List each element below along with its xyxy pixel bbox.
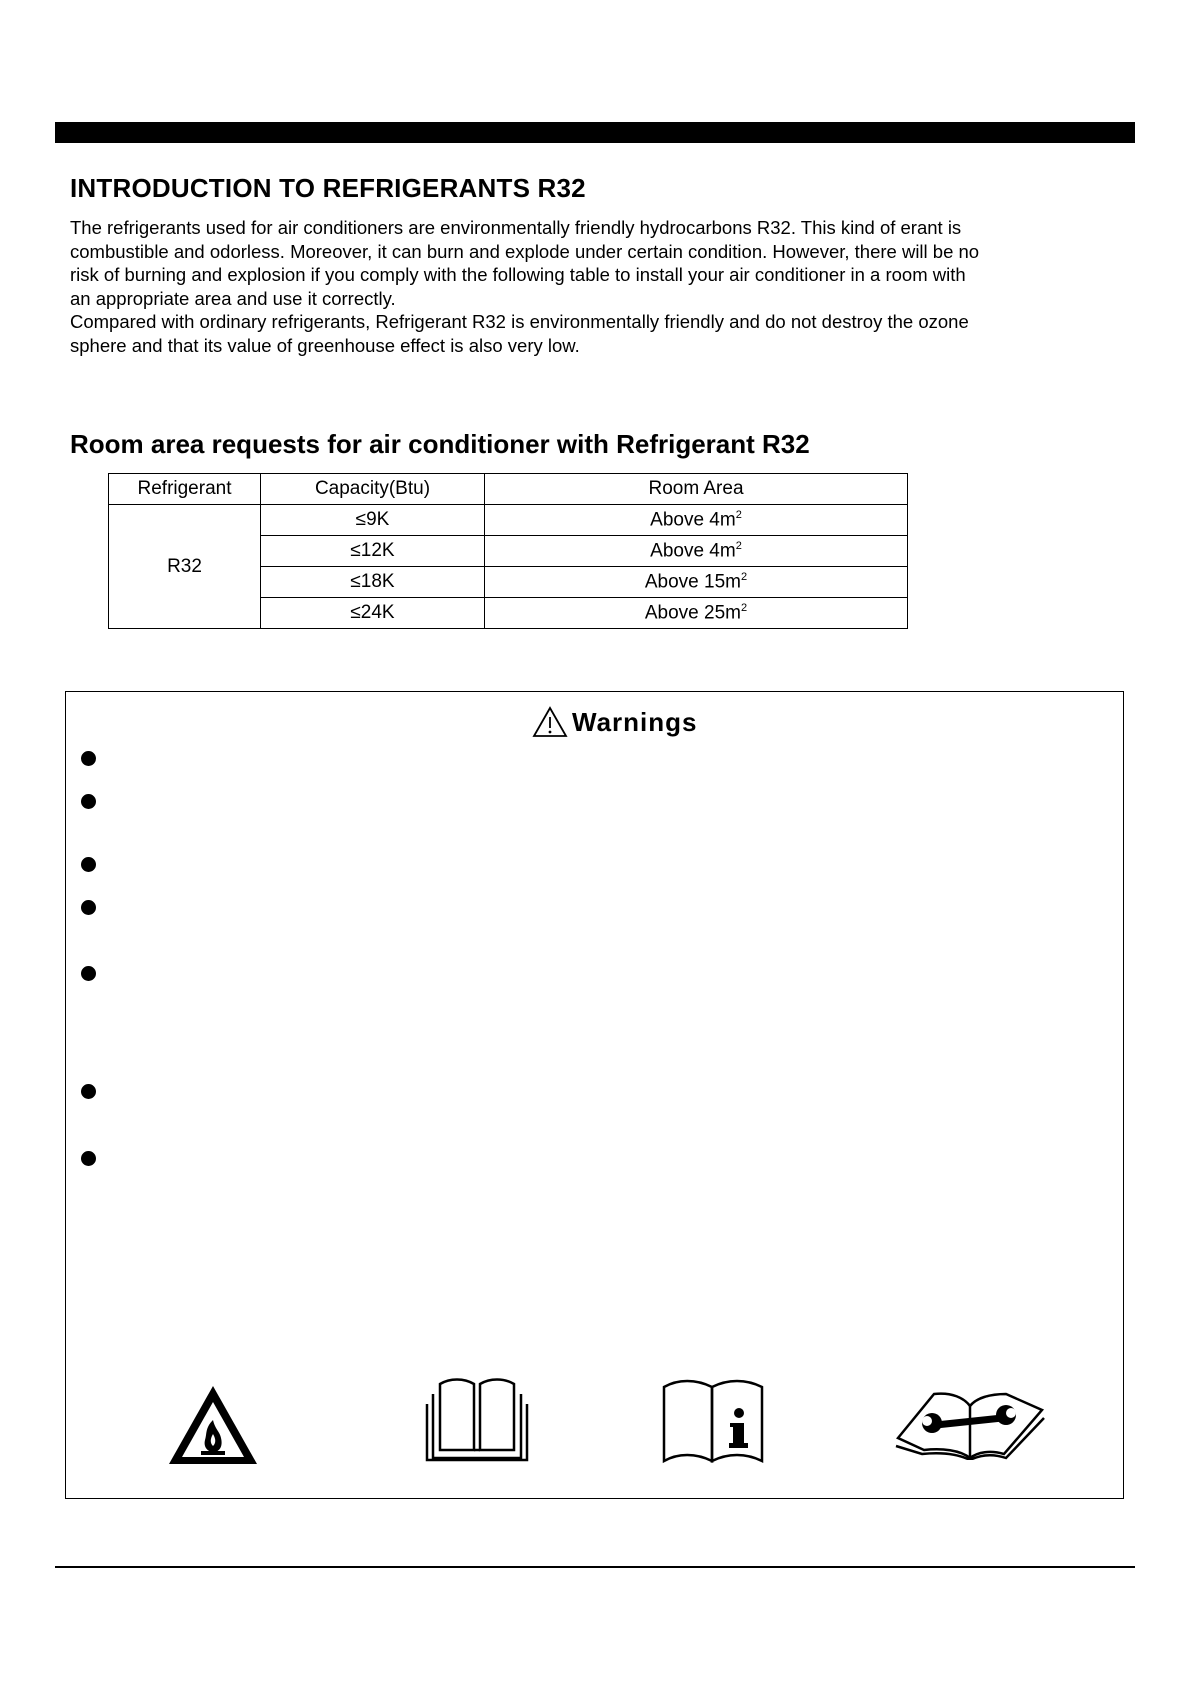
flammable-warning-icon — [165, 1382, 261, 1468]
warnings-box — [65, 691, 1124, 1499]
room-area-table — [108, 473, 908, 629]
table-header-row — [109, 474, 908, 505]
intro-line: sphere and that its value of greenhouse effect is also very low. — [70, 334, 580, 356]
capacity-cell: ≤18K — [261, 567, 485, 598]
warning-bullet — [81, 794, 96, 809]
footer-rule — [55, 1566, 1135, 1568]
header-room-area: Room Area — [485, 474, 908, 505]
info-manual-icon — [660, 1375, 766, 1465]
header-refrigerant: Refrigerant — [109, 474, 261, 505]
area-cell: Above $4m^2$ — [485, 536, 908, 567]
warning-bullet — [81, 966, 96, 981]
intro-text — [70, 216, 1140, 357]
intro-line: risk of burning and explosion if you comply with the following table to install your air conditioner in a room with — [70, 264, 966, 285]
service-manual-icon — [894, 1388, 1046, 1460]
area-cell: Above $25m^2$ — [485, 598, 908, 629]
area-cell: Above $15m^2$ — [485, 567, 908, 598]
warning-bullet — [81, 1151, 96, 1166]
intro-line: an appropriate area and use it correctly. — [70, 287, 396, 309]
area-cell: Above $4m^2$ — [485, 505, 908, 536]
capacity-cell: ≤12K — [261, 536, 485, 567]
warnings-title — [532, 706, 697, 738]
read-manual-icon — [424, 1372, 530, 1462]
header-capacity: Capacity(Btu) — [261, 474, 485, 505]
intro-heading: INTRODUCTION TO REFRIGERANTS R32 — [70, 173, 586, 203]
warning-bullet — [81, 857, 96, 872]
capacity-cell: ≤24K — [261, 598, 485, 629]
warning-bullet — [81, 900, 96, 915]
warnings-title-text: Warnings — [572, 706, 698, 737]
intro-line: The refrigerants used for air conditioners are environmentally friendly hydrocarbons R32. This kind of erant is — [70, 217, 962, 238]
table-row — [109, 505, 908, 536]
refrigerant-cell: R32 — [109, 505, 261, 629]
warning-bullet — [81, 1084, 96, 1099]
intro-line: combustible and odorless. Moreover, it can burn and explode under certain condition. However, there will be no — [70, 240, 980, 262]
room-area-heading: Room area requests for air conditioner with Refrigerant R32 — [70, 429, 810, 459]
warning-bullet — [81, 751, 96, 766]
capacity-cell: ≤9K — [261, 505, 485, 536]
header-bar — [55, 122, 1135, 143]
intro-line: Compared with ordinary refrigerants, Refrigerant R32 is environmentally friendly and do not destroy the ozone — [70, 311, 969, 332]
warning-triangle-icon — [532, 706, 568, 738]
